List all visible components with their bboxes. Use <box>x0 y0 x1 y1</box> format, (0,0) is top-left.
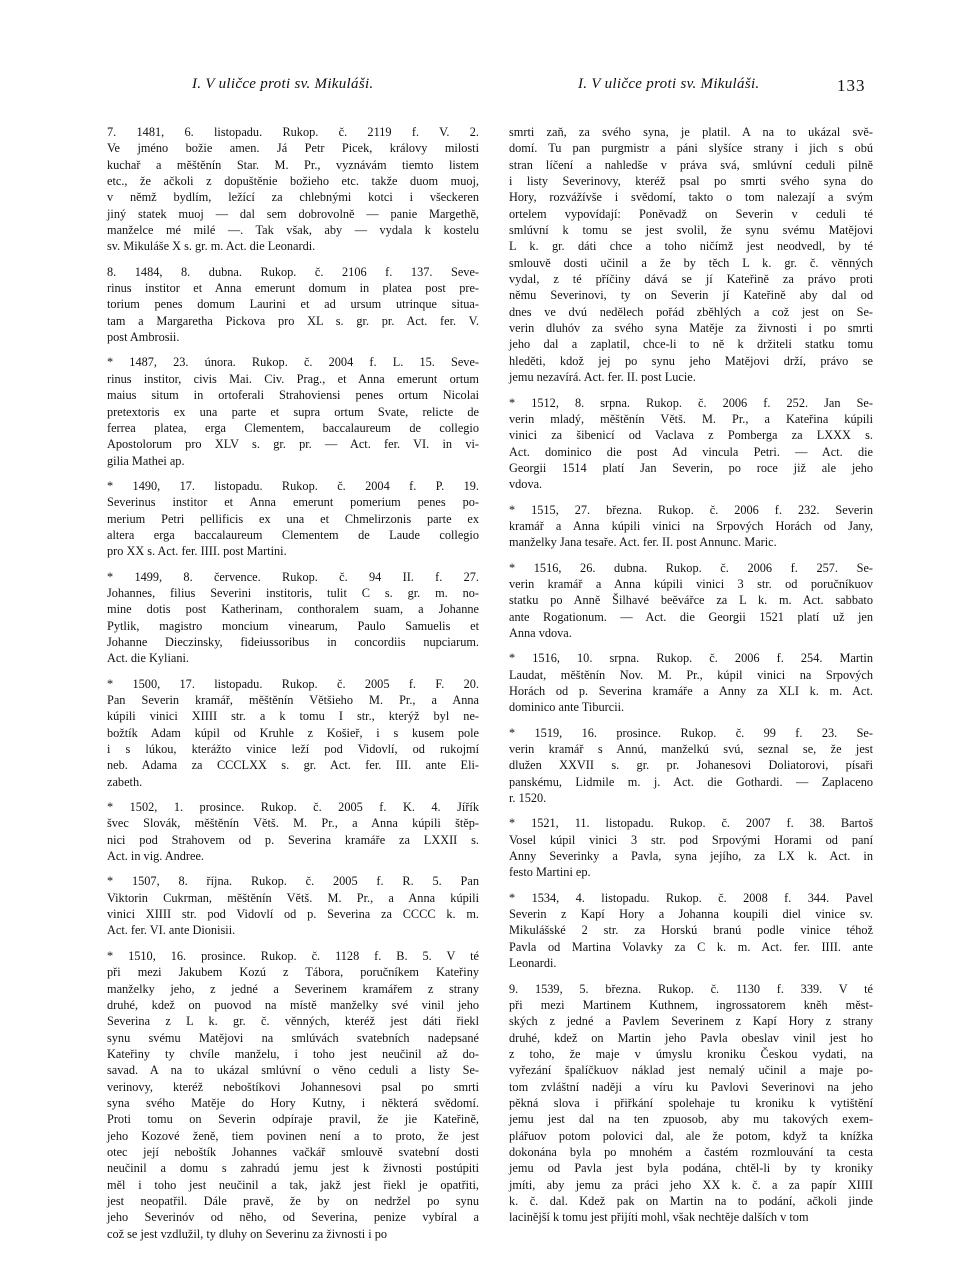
running-title-left: I. V uličce proti sv. Mikuláši. <box>192 76 374 92</box>
text-line: Leonardi. <box>509 956 557 971</box>
text-line: merium Petri pellificis ex una et Chmelirzonis parte ex <box>107 511 479 526</box>
text-line: Act. in vig. Andree. <box>107 849 204 864</box>
text-line: Apostolorum pro XLV s. gr. pr. — Act. fer. VI. in vi- <box>107 437 479 452</box>
text-line: lacinější k tomu jest přijíti mohl, však nechtěje dalších v tom <box>509 1210 809 1225</box>
text-line: Viktorin Cukrman, měštěnín Větš. M. Pr., a Anna kúpili <box>107 890 479 905</box>
text-line: měl i toho jest neučinil a tak, jakž jest řiekl je opatřiti, <box>107 1177 479 1192</box>
text-line: Vosel kúpil vinici 3 str. pod Srpovými Horami od paní <box>509 832 873 847</box>
entry-paragraph <box>509 560 873 642</box>
text-line: maius situm in ortoferali Strahoviensi penes ortum Nicolai <box>107 388 479 403</box>
text-line: * 1519, 16. prosince. Rukop. č. 99 f. 23. Se- <box>509 725 873 740</box>
entry-paragraph <box>107 873 479 938</box>
text-line: manželky jeho, z jedné a Severinem kramářem z strany <box>107 981 479 996</box>
paragraph-gap <box>107 345 479 354</box>
text-line: 8. 1484, 8. dubna. Rukop. č. 2106 f. 137. Seve- <box>107 264 479 279</box>
paragraph-gap <box>107 255 479 264</box>
right-column <box>509 124 873 1226</box>
text-line: božtík Adam kúpil od Kruhle z Košieř, i s kusem pole <box>107 725 479 740</box>
text-line: ortelem vypovídají: Poněvadž on Severin v ceduli té <box>509 206 873 221</box>
text-line: Pavla od Martina Volavky za C k. m. Act. fer. IIII. ante <box>509 939 873 954</box>
text-line: manželce mé milé —. Tak však, aby — vydala k kostelu <box>107 223 479 238</box>
text-line: druhé, kdež on Martin jeho Pavla obeslav vinil jest ho <box>509 1030 873 1045</box>
text-line: neb. Adama za CCCLXX s. gr. Act. fer. III. ante Eli- <box>107 758 479 773</box>
text-line: k. č. dal. Kdež pak on Martin na to podání, ačkoli jinde <box>509 1193 873 1208</box>
text-line: mine dotis post Katherinam, conthoralem suam, a Johanne <box>107 602 479 617</box>
text-line: jemu nezavírá. Act. fer. II. post Lucie. <box>509 370 696 385</box>
paragraph-gap <box>107 469 479 478</box>
paragraph-gap <box>509 493 873 502</box>
text-line: nici pod Strahovem od p. Severina kramáře za LXXII s. <box>107 832 479 847</box>
text-line: domí. Tu pan purgmistr a páni slyšíce strany i jich s obú <box>509 141 873 156</box>
text-line: verin dluhóv za svého syna Matěje za živnosti i po smrti <box>509 321 873 336</box>
text-line: * 1487, 23. února. Rukop. č. 2004 f. L. 15. Seve- <box>107 355 479 370</box>
text-line: Hory, rozvážívše i svědomí, takto o tom nalezají a svým <box>509 190 873 205</box>
text-line: Act. fer. VI. ante Dionisii. <box>107 923 236 938</box>
entry-paragraph <box>509 981 873 1226</box>
paragraph-gap <box>509 641 873 650</box>
entry-paragraph <box>107 124 479 255</box>
entry-paragraph <box>107 799 479 864</box>
text-line: otec její neboštík Johannes vačkář smlouvě svatební dosti <box>107 1144 479 1159</box>
text-line: ante Rogationum. — Act. die Georgii 1521 platí už jen <box>509 609 873 624</box>
text-line: r. 1520. <box>509 791 547 806</box>
text-line: z toho, že maje v úmyslu kroniku Českou vydati, na <box>509 1046 873 1061</box>
paragraph-gap <box>509 881 873 890</box>
text-line: Severina z L k. gr. č. věnných, kteréž jest dáti řiekl <box>107 1014 479 1029</box>
text-line: jmíti, aby jemu za práci jeho XX k. č. a za papír XIIII <box>509 1177 873 1192</box>
paragraph-gap <box>107 560 479 569</box>
text-line: Act. die Kyliani. <box>107 651 189 666</box>
text-line: dokonána byla po mnohém a častém rozmlouvání ta cesta <box>509 1144 873 1159</box>
text-line: sv. Mikuláše X s. gr. m. Act. die Leonardi. <box>107 239 316 254</box>
text-line: dominico ante Tiburcii. <box>509 700 625 715</box>
paragraph-gap <box>509 806 873 815</box>
text-line: smrti zaň, za svého syna, je platil. A na to ukázal svě- <box>509 125 873 139</box>
text-line: vinici za šibenicí od Vaclava z Pomberga za LXXX s. <box>509 428 873 443</box>
text-line: * 1500, 17. listopadu. Rukop. č. 2005 f. F. 20. <box>107 676 479 691</box>
entry-paragraph <box>509 395 873 493</box>
text-line: ských z jedné a Pavlem Severinem z Kapí Hory z strany <box>509 1014 873 1029</box>
text-line: i s lúkou, kterážto vinice leží pod Vidovlí, od rukojmí <box>107 742 479 757</box>
text-line: Severin z Kapí Hory a Johanna koupili diel vinice sv. <box>509 907 873 922</box>
text-line: syna svého Matěje do Hory Kutny, i některá svědomí. <box>107 1095 479 1110</box>
text-line: Georgii 1514 platí Jan Severin, po roce již ale jeho <box>509 460 873 475</box>
entry-paragraph <box>107 569 479 667</box>
text-line: smlúvní k tomu se jest svolil, že synu svému Matějovi <box>509 223 873 238</box>
paragraph-gap <box>107 790 479 799</box>
entry-paragraph <box>509 502 873 551</box>
text-line: hleděti, kdož jej po synu jeho Matějovi drží, právo se <box>509 353 873 368</box>
text-line: i listy Severinovy, kteréž psal po smrti svého syna do <box>509 174 873 189</box>
paragraph-gap <box>107 667 479 676</box>
text-line: švec Slovák, měštěnín Větš. M. Pr., a Anna kúpili štěp- <box>107 816 479 831</box>
paragraph-gap <box>509 386 873 395</box>
text-line: kramář a Anna kúpili vinici na Srpových Horách od Jany, <box>509 518 873 533</box>
text-line: pěkná slova i přiřkání spolehaje tu kroniku k vytištění <box>509 1095 873 1110</box>
text-line: Proti tomu on Severin odpíraje pravil, že jie Kateřině, <box>107 1112 479 1127</box>
text-line: 7. 1481, 6. listopadu. Rukop. č. 2119 f. V. 2. <box>107 125 479 139</box>
text-line: ferrea platea, erga Clementem, baccalaureum de collegio <box>107 420 479 435</box>
text-line: neučinil a domu s zahradú jemu jest k živnosti postúpiti <box>107 1161 479 1176</box>
text-line: gilia Mathei ap. <box>107 453 185 468</box>
text-line: jeho dal a zaplatil, chce-li to ně k držiteli statku tomu <box>509 337 873 352</box>
text-line: verin kramář s Annú, manželkú svú, seznal se, že jest <box>509 742 873 757</box>
text-line: v němž bydlím, ležící za chlebnými kotci i všeckeren <box>107 190 479 205</box>
text-line: pretextoris ex una parte et supra ortum Svate, relicte de <box>107 404 479 419</box>
text-line: Ve jméno božie amen. Já Petr Picek, královy milosti <box>107 141 479 156</box>
entry-paragraph <box>509 725 873 807</box>
text-line: torium penes domum Laurini et ad ursum utrinque situa- <box>107 297 479 312</box>
text-line: altera erga baccalaureum Clementem de Laude collegio <box>107 527 479 542</box>
text-line: festo Martini ep. <box>509 865 591 880</box>
text-line: L k. gr. dáti chce a toho ničímž jest neodvedl, by té <box>509 239 873 254</box>
text-line: Johannes, filius Severini institoris, tulit C s. gr. m. no- <box>107 585 479 600</box>
text-line: * 1499, 8. července. Rukop. č. 94 II. f. 27. <box>107 569 479 584</box>
left-column <box>107 124 479 1242</box>
text-line: * 1512, 8. srpna. Rukop. č. 2006 f. 252. Jan Se- <box>509 395 873 410</box>
text-line: panskému, Lidmile m. j. Act. die Gothardi. — Zaplaceno <box>509 774 873 789</box>
paragraph-gap <box>509 716 873 725</box>
text-line: vydal, z té příčiny dává se jí Kateřině za právo proti <box>509 272 873 287</box>
text-line: post Ambrosii. <box>107 330 180 345</box>
text-line: při mezi Jakubem Kozú z Tábora, poručníkem Kateřiny <box>107 965 479 980</box>
text-line: vinici XIIII str. pod Vidovlí od p. Severina za CCCC k. m. <box>107 907 479 922</box>
entry-paragraph <box>107 264 479 346</box>
text-line: což se jest vzdlužil, ty dluhy on Severinu za živnosti i po <box>107 1226 388 1241</box>
paragraph-gap <box>107 939 479 948</box>
running-header <box>0 76 960 100</box>
entry-paragraph <box>509 650 873 715</box>
text-line: verin kramář a Anna kúpili vinici 3 str. od poručníkuov <box>509 576 873 591</box>
text-line: verinovy, kteréž neboštíkovi Johannesovi psal po smrti <box>107 1079 479 1094</box>
text-line: druhé, kdež on puovod na místě manželky své vinil jeho <box>107 997 479 1012</box>
text-line: Horách od p. Severina kramáře a Anny za XLI k. m. Act. <box>509 684 873 698</box>
text-line: při mezi Martinem Kuthnem, ingrossatorem kněh měst- <box>509 997 873 1012</box>
text-line: Act. dominico die post Ad vincula Petri. — Act. die <box>509 444 873 459</box>
text-line: savad. A na to ukázal smlúvní o věno ceduli a listy Se- <box>107 1063 479 1078</box>
text-line: kuchař a měštěnín Star. M. Pr., vyznávám tiemto listem <box>107 157 479 172</box>
text-line: 9. 1539, 5. března. Rukop. č. 1130 f. 339. V té <box>509 981 873 996</box>
text-line: Pytlik, magistro moncium vinearum, Paulo Samuelis et <box>107 618 479 633</box>
text-line: etc., že ačkoli z dopuštěnie božieho etc. takže duom muoj, <box>107 174 479 189</box>
text-line: Mikulášské 2 str. za Horskú branú podle vinice téhož <box>509 923 873 938</box>
text-line: * 1534, 4. listopadu. Rukop. č. 2008 f. 344. Pavel <box>509 890 873 905</box>
text-line: * 1507, 8. října. Rukop. č. 2005 f. R. 5. Pan <box>107 874 479 889</box>
text-line: Kateřiny ty chvíle manželu, i toho jest neučinil až do- <box>107 1046 479 1061</box>
text-line: dlužen XXVII s. gr. pr. Johanesovi Doliatorovi, písaři <box>509 758 873 773</box>
text-line: Pan Severin kramář, měštěnín Většieho M. Pr., a Anna <box>107 693 479 707</box>
text-line: * 1515, 27. března. Rukop. č. 2006 f. 232. Severin <box>509 502 873 517</box>
entry-paragraph <box>509 890 873 972</box>
text-line: plářuov potom polovici dal, ale že potom, když ta knížka <box>509 1128 873 1143</box>
entry-paragraph <box>107 478 479 560</box>
text-line: * 1516, 26. dubna. Rukop. č. 2006 f. 257. Se- <box>509 560 873 575</box>
text-line: manželky Jana tesaře. Act. fer. II. post Annunc. Maric. <box>509 535 777 550</box>
text-line: zabeth. <box>107 774 143 789</box>
text-line: němu Severinovi, ty on Severin jí Kateřině aby dal od <box>509 288 873 303</box>
entry-paragraph <box>107 676 479 790</box>
text-line: verin mladý, měštěnín Větš. M. Pr., a Kateřina kúpili <box>509 411 873 426</box>
text-line: * 1502, 1. prosince. Rukop. č. 2005 f. K. 4. Jířík <box>107 800 479 815</box>
text-line: jemu od Pavla jest byla podána, chtěl-li by ty kroniky <box>509 1161 873 1176</box>
text-line: jeho Severinóv od něho, od Severina, penize vybíral a <box>107 1210 479 1225</box>
text-line: rinus institor et Anna emerunt domum in platea post pre- <box>107 281 479 296</box>
page-number: 133 <box>837 76 866 95</box>
text-line: * 1516, 10. srpna. Rukop. č. 2006 f. 254. Martin <box>509 651 873 666</box>
entry-paragraph <box>509 815 873 880</box>
text-line: kúpili vinici XIIII str. a k tomu I str., kterýž byl ne- <box>107 709 479 724</box>
text-line: Anna vdova. <box>509 625 572 640</box>
text-line: rinus institor, civis Mai. Civ. Prag., et Anna emerunt ortum <box>107 371 479 386</box>
text-line: tam a Margaretha Pickova pro XL s. gr. pr. Act. fer. V. <box>107 313 479 328</box>
entry-paragraph <box>107 354 479 468</box>
text-line: stran líčení a nahledše v práva svá, smlúvní ceduli pilně <box>509 157 873 172</box>
paragraph-gap <box>107 864 479 873</box>
text-line: Johanne Dieczinsky, fideiussoribus in concordiis nupciarum. <box>107 634 479 649</box>
text-line: dnes ve dvú nedělech pořád zběhlých a což jest on Se- <box>509 304 873 319</box>
text-line: tom zvláštní naději a víru ku Pavlovi Severinovi na jeho <box>509 1079 873 1094</box>
entry-paragraph <box>107 948 479 1242</box>
paragraph-gap <box>509 551 873 560</box>
text-line: vdova. <box>509 477 543 492</box>
text-line: synu svému Matějovi na smlúvách svatebních nadepsané <box>107 1030 479 1045</box>
paragraph-gap <box>509 972 873 981</box>
text-line: jemu jest dal na ten zpuosob, aby mu takových exem- <box>509 1112 873 1127</box>
text-line: statku po Anně Šilhavé beěvářce za L k. m. Act. sabbato <box>509 593 873 608</box>
entry-paragraph <box>509 124 873 386</box>
text-line: Anny Severinky a Pavla, syna jejího, za LX k. Act. in <box>509 849 873 864</box>
text-line: jeho Kozové ženě, tiem povinen není a to proto, že jest <box>107 1128 479 1143</box>
text-line: vyřezání špalíčkuov náklad jest nemalý učinil a maje po- <box>509 1063 873 1078</box>
text-line: smlouvě dosti učinil a že by těch L k. gr. č. věnných <box>509 255 873 270</box>
text-line: Laudat, měštěnín Nov. M. Pr., kúpil vinici na Srpových <box>509 667 873 682</box>
running-title-right: I. V uličce proti sv. Mikuláši. <box>578 76 760 92</box>
text-line: pro XX s. Act. fer. IIII. post Martini. <box>107 544 287 559</box>
text-line: Severinus institor et Anna emerunt pomerium penes po- <box>107 495 479 510</box>
text-line: * 1521, 11. listopadu. Rukop. č. 2007 f. 38. Bartoš <box>509 816 873 831</box>
text-line: * 1510, 16. prosince. Rukop. č. 1128 f. B. 5. V té <box>107 948 479 963</box>
text-line: jiný statek muoj — dal sem dobrovolně — panie Margethě, <box>107 206 479 221</box>
text-line: * 1490, 17. listopadu. Rukop. č. 2004 f. P. 19. <box>107 478 479 493</box>
text-line: jest neopatřil. Dále pravě, že by on nedržel po synu <box>107 1193 479 1208</box>
